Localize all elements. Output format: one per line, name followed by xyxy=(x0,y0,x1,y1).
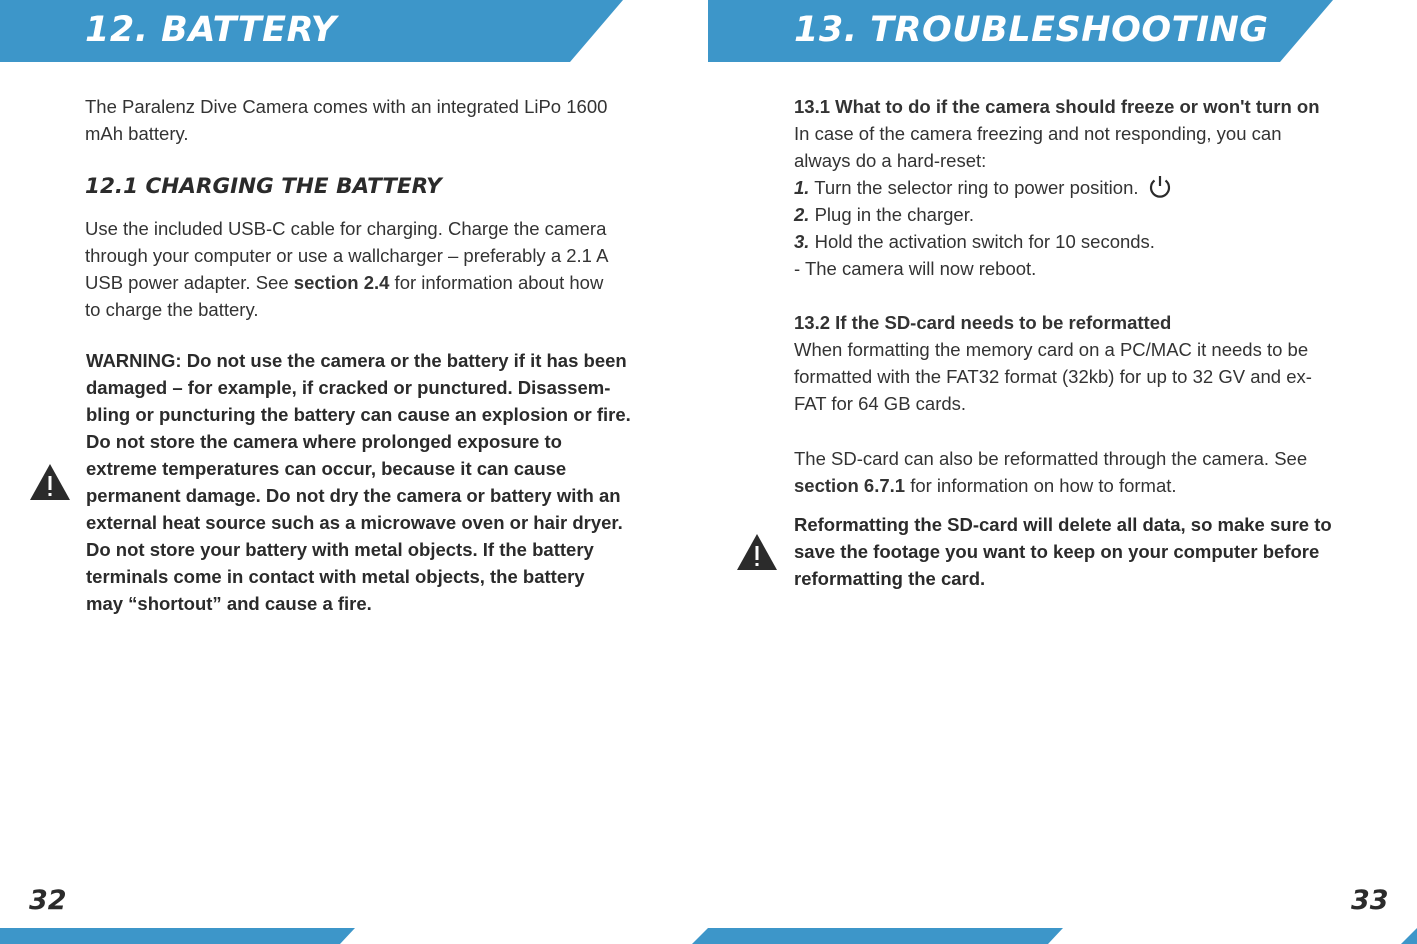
subsection-heading-charging: 12.1 CHARGING THE BATTERY xyxy=(85,174,442,199)
text-fragment: USB power adapter. See xyxy=(85,272,294,293)
battery-intro xyxy=(85,93,607,147)
warning-line: damaged – for example, if cracked or punctured. Disassem- xyxy=(86,377,611,398)
charging-paragraph xyxy=(85,215,608,323)
paragraph-line: In case of the camera freezing and not responding, you can xyxy=(794,123,1282,144)
section-reference-link[interactable]: section 6.7.1 xyxy=(794,475,906,496)
troubleshoot-sdcard xyxy=(794,309,1312,417)
paragraph-line xyxy=(794,472,1307,499)
warning-triangle-icon xyxy=(29,463,71,501)
paragraph-line: The SD-card can also be reformatted through the camera. See xyxy=(794,448,1308,469)
step-item xyxy=(794,174,1320,201)
warning-line: save the footage you want to keep on your computer before xyxy=(794,541,1320,562)
warning-line: Reformatting the SD-card will delete all data, so make sure to xyxy=(794,514,1332,535)
intro-line: The Paralenz Dive Camera comes with an integrated LiPo 1600 xyxy=(85,96,608,117)
warning-line: WARNING: Do not use the camera or the battery if it has been xyxy=(86,350,627,371)
section-reference-link[interactable]: section 2.4 xyxy=(293,272,390,293)
warning-line: Do not store your battery with metal objects. If the battery xyxy=(86,539,594,560)
question-heading: 13.2 If the SD-card needs to be reformatted xyxy=(794,312,1172,333)
battery-warning xyxy=(86,347,631,617)
warning-line: terminals come in contact with metal objects, the battery xyxy=(86,566,585,587)
page-number-right: 33 xyxy=(1351,885,1389,916)
text-fragment: for information on how to format. xyxy=(905,475,1177,496)
section-title-troubleshooting: 13. TROUBLESHOOTING xyxy=(794,10,1269,50)
text-fragment: for information about how xyxy=(389,272,604,293)
paragraph-line: FAT for 64 GB cards. xyxy=(794,393,967,414)
warning-triangle-icon xyxy=(736,533,778,571)
intro-line: mAh battery. xyxy=(85,123,189,144)
paragraph-line: always do a hard-reset: xyxy=(794,150,987,171)
footer-bar-left xyxy=(0,928,356,944)
troubleshoot-freeze xyxy=(794,93,1320,282)
footer-bar-right xyxy=(692,928,1064,944)
question-heading: 13.1 What to do if the camera should freeze or won't turn on xyxy=(794,96,1320,117)
power-icon xyxy=(1147,174,1173,200)
warning-line: may “shortout” and cause a fire. xyxy=(86,593,372,614)
section-title-battery: 12. BATTERY xyxy=(85,10,337,50)
warning-line: external heat source such as a microwave oven or hair dryer. xyxy=(86,512,623,533)
warning-line: permanent damage. Do not dry the camera or battery with an xyxy=(86,485,621,506)
paragraph-line xyxy=(85,269,608,296)
paragraph-line: to charge the battery. xyxy=(85,299,259,320)
reboot-note: - The camera will now reboot. xyxy=(794,258,1037,279)
step-item xyxy=(794,201,1320,228)
step-item xyxy=(794,228,1320,255)
page-number-left: 32 xyxy=(29,885,67,916)
paragraph-line: formatted with the FAT32 format (32kb) for up to 32 GV and ex- xyxy=(794,366,1312,387)
step-text: Hold the activation switch for 10 seconds. xyxy=(809,231,1155,252)
warning-line: bling or puncturing the battery can cause an explosion or fire. xyxy=(86,404,631,425)
step-text: Turn the selector ring to power position. xyxy=(809,177,1139,198)
step-number: 3. xyxy=(794,231,810,252)
footer-bar-corner xyxy=(1399,928,1417,944)
sdcard-camera-reference xyxy=(794,445,1307,499)
paragraph-line: through your computer or use a wallcharger – preferably a 2.1 A xyxy=(85,245,609,266)
paragraph-line: When formatting the memory card on a PC/MAC it needs to be xyxy=(794,339,1309,360)
paragraph-line: Use the included USB-C cable for charging. Charge the camera xyxy=(85,218,607,239)
warning-line: reformatting the card. xyxy=(794,568,986,589)
sdcard-warning xyxy=(794,511,1332,592)
step-text: Plug in the charger. xyxy=(809,204,974,225)
warning-line: Do not store the camera where prolonged exposure to xyxy=(86,431,562,452)
warning-line: extreme temperatures can occur, because it can cause xyxy=(86,458,567,479)
step-number: 2. xyxy=(794,204,810,225)
step-number: 1. xyxy=(794,177,810,198)
